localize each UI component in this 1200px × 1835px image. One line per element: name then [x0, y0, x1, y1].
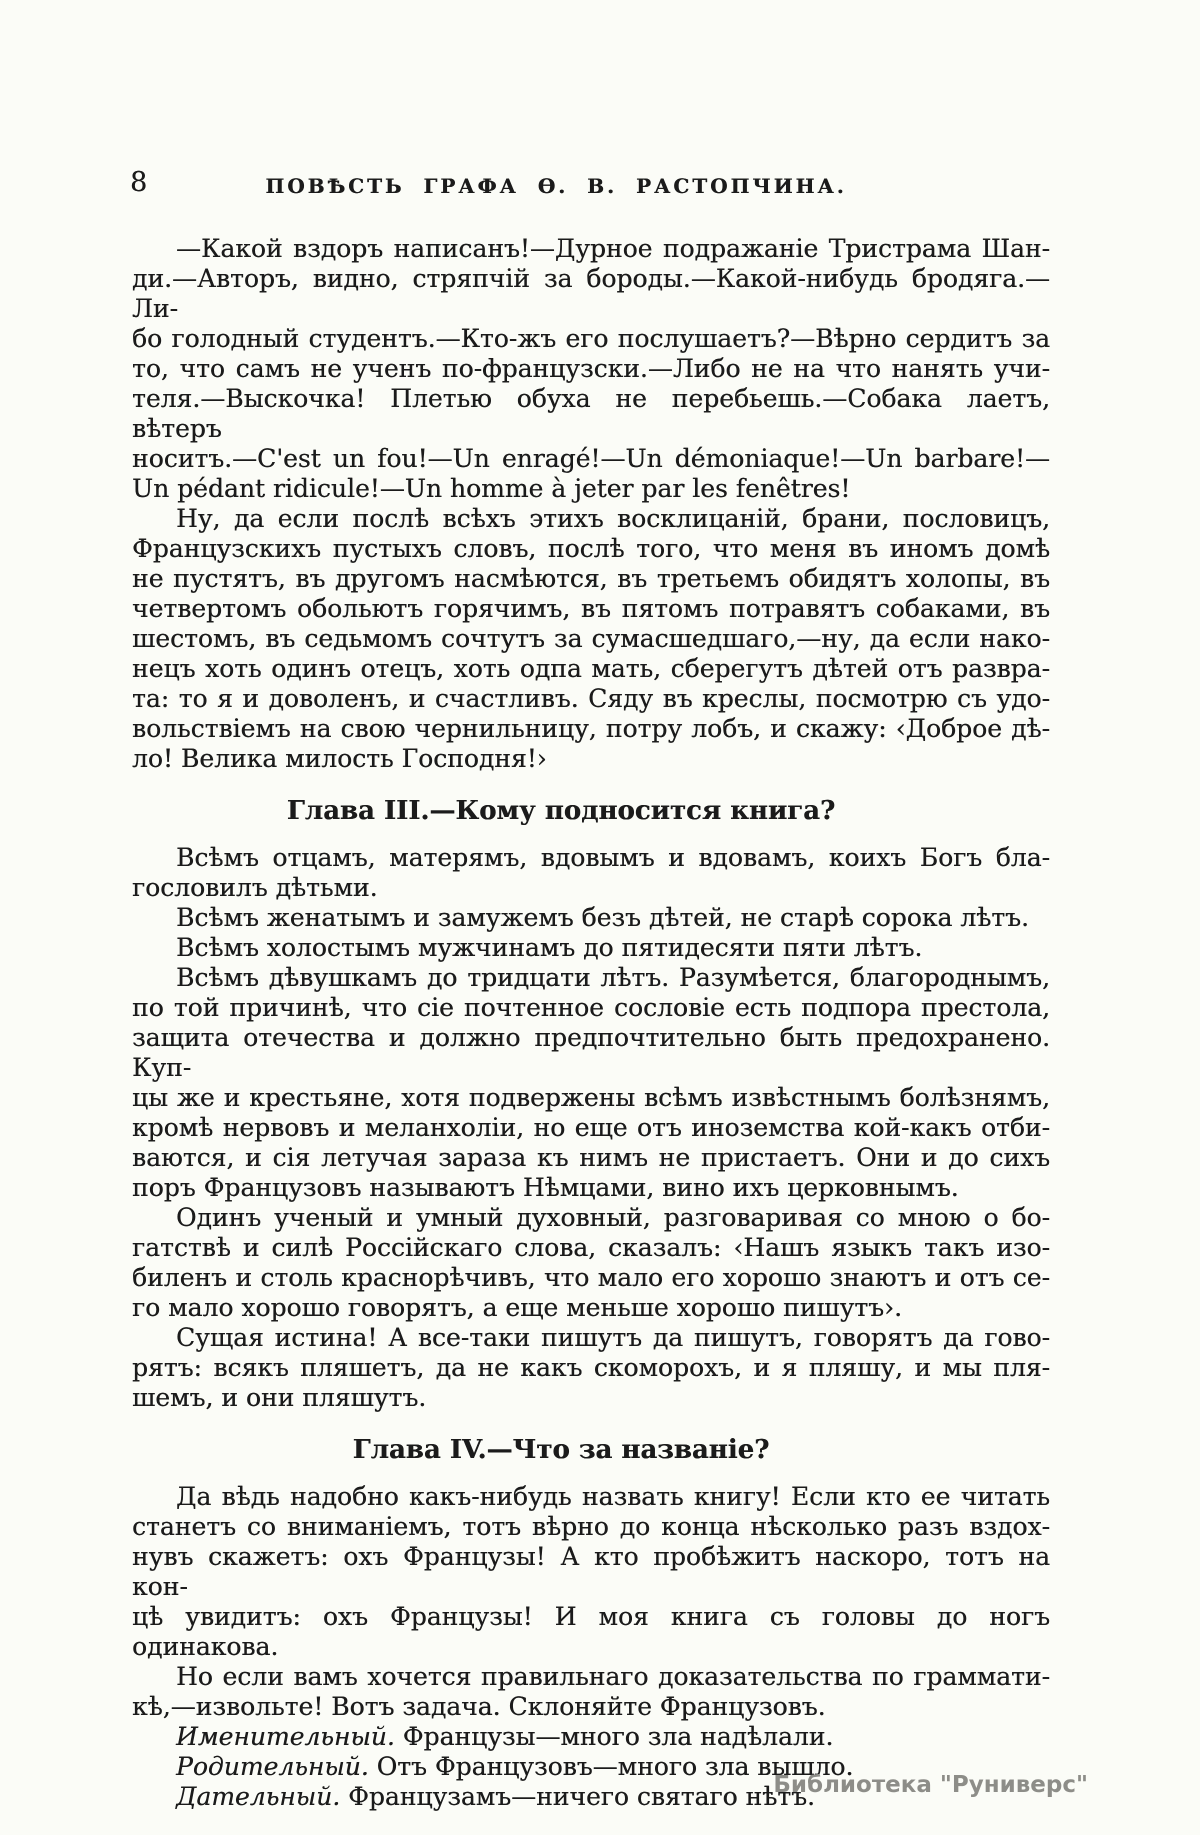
text-line: по той причинѣ, что сіе почтенное сословіе есть подпора престола,: [132, 993, 1050, 1022]
text-line: носитъ.—C'est un fou!—Un enragé!—Un démoniaque!—Un barbare!—: [132, 444, 1050, 473]
chapter-heading: Глава IV.—Что за названіе?: [352, 1435, 770, 1465]
paragraph: [132, 903, 1050, 933]
chapter-heading: Глава III.—Кому подносится книга?: [286, 796, 836, 826]
text-line: Un pédant ridicule!—Un homme à jeter par les fenêtres!: [132, 474, 851, 503]
text-line: гословилъ дѣтьми.: [132, 873, 378, 902]
declension-line: Родительный. Отъ Французовъ—много зла вышло.: [176, 1752, 854, 1781]
text-line: Всѣмъ дѣвушкамъ до тридцати лѣтъ. Разумѣется, благороднымъ,: [176, 963, 1050, 992]
declension-line: Дательный. Французамъ—ничего святаго нѣтъ.: [176, 1782, 815, 1811]
paragraph: [132, 1482, 1050, 1662]
text-line: Всѣмъ холостымъ мужчинамъ до пятидесяти пяти лѣтъ.: [176, 933, 923, 962]
text-line: поръ Французовъ называютъ Нѣмцами, вино ихъ церковнымъ.: [132, 1173, 959, 1202]
text-line: Ну, да если послѣ всѣхъ этихъ восклицаній, брани, пословицъ,: [176, 504, 1050, 533]
text-line: нецъ хоть одинъ отецъ, хоть одпа мать, сберегутъ дѣтей отъ развра-: [132, 654, 1050, 683]
text-line: Французскихъ пустыхъ словъ, послѣ того, что меня въ иномъ домѣ: [132, 534, 1050, 563]
text-line: теля.—Выскочка! Плетью обуха не перебьешь.—Собака лаетъ, вѣтеръ: [132, 384, 1050, 443]
paragraph: [132, 504, 1050, 774]
declension-list: [132, 1722, 1050, 1812]
text-line: гатствѣ и силѣ Россійскаго слова, сказалъ: ‹Нашъ языкъ такъ изо-: [132, 1233, 1050, 1262]
text-line: Всѣмъ отцамъ, матерямъ, вдовымъ и вдовамъ, коихъ Богъ бла-: [176, 843, 1050, 872]
text-line: та: то я и доволенъ, и счастливъ. Сяду въ креслы, посмотрю съ удо-: [132, 684, 1050, 713]
text-line: ваются, и сія летучая зараза къ нимъ не пристаетъ. Они и до сихъ: [132, 1143, 1050, 1172]
text-line: Одинъ ученый и умный духовный, разговаривая со мною о бо-: [176, 1203, 1050, 1232]
running-title: ПОВѢСТЬ ГРАФА Ѳ. В. РАСТОПЧИНА.: [265, 174, 847, 198]
paragraph: [132, 1323, 1050, 1413]
paragraph: [132, 1662, 1050, 1722]
text-line: четвертомъ обольютъ горячимъ, въ пятомъ потравятъ собаками, въ: [132, 594, 1050, 623]
page-number: 8: [130, 167, 148, 198]
declension-line: Именительный. Французы—много зла надѣлали.: [176, 1722, 834, 1751]
text-line: кѣ,—извольте! Вотъ задача. Склоняйте Французовъ.: [132, 1692, 826, 1721]
text-line: го мало хорошо говорятъ, а еще меньше хорошо пишутъ›.: [132, 1293, 902, 1322]
paragraph: [132, 963, 1050, 1203]
text-line: Сущая истина! А все-таки пишутъ да пишутъ, говорятъ да гово-: [176, 1323, 1050, 1352]
text-line: ло! Велика милость Господня!›: [132, 744, 547, 773]
text-line: кромѣ нервовъ и меланхоліи, но еще отъ иноземства кой-какъ отби-: [132, 1113, 1050, 1142]
text-line: рятъ: всякъ пляшетъ, да не какъ скоморохъ, и я пляшу, и мы пля-: [132, 1353, 1050, 1382]
text-line: то, что самъ не ученъ по-французски.—Либо не на что нанять учи-: [132, 354, 1050, 383]
content: [132, 234, 1050, 1812]
text-line: защита отечества и должно предпочтительно быть предохранено. Куп-: [132, 1023, 1050, 1082]
text-line: Всѣмъ женатымъ и замужемъ безъ дѣтей, не старѣ сорока лѣтъ.: [176, 903, 1029, 932]
case-name: Именительный.: [176, 1722, 395, 1751]
text-line: цы же и крестьяне, хотя подвержены всѣмъ извѣстнымъ болѣзнямъ,: [132, 1083, 1050, 1112]
text-line: станетъ со вниманіемъ, тотъ вѣрно до конца нѣсколько разъ вздох-: [132, 1512, 1050, 1541]
text-line: биленъ и столь краснорѣчивъ, что мало его хорошо знаютъ и отъ се-: [132, 1263, 1050, 1292]
text-line: нувъ скажетъ: охъ Французы! А кто пробѣжитъ наскоро, тотъ на кон-: [132, 1542, 1050, 1601]
text-line: не пустятъ, въ другомъ насмѣются, въ третьемъ обидятъ холопы, въ: [132, 564, 1050, 593]
library-watermark: Библиотека "Руниверс": [773, 1772, 1088, 1798]
paragraph: [132, 1203, 1050, 1323]
text-line: бо голодный студентъ.—Кто-жъ его послушаетъ?—Вѣрно сердитъ за: [132, 324, 1050, 353]
text-line: —Какой вздоръ написанъ!—Дурное подражаніе Тристрама Шан-: [176, 234, 1050, 263]
case-name: Родительный.: [176, 1752, 369, 1781]
text-line: шемъ, и они пляшутъ.: [132, 1383, 427, 1412]
text-line: ди.—Авторъ, видно, стряпчій за бороды.—Какой-нибудь бродяга.—Ли-: [132, 264, 1050, 323]
text-line: Но если вамъ хочется правильнаго доказательства по граммати-: [176, 1662, 1050, 1691]
text-line: шестомъ, въ седьмомъ сочтутъ за сумасшедшаго,—ну, да если нако-: [132, 624, 1050, 653]
paragraph: [132, 234, 1050, 504]
text-line: вольствіемъ на свою чернильницу, потру лобъ, и скажу: ‹Доброе дѣ-: [132, 714, 1050, 743]
text-line: Да вѣдь надобно какъ-нибудь назвать книгу! Если кто ее читать: [176, 1482, 1050, 1511]
paragraph: [132, 843, 1050, 903]
text-line: цѣ увидитъ: охъ Французы! И моя книга съ головы до ногъ одинакова.: [132, 1602, 1050, 1661]
case-name: Дательный.: [176, 1782, 341, 1811]
paragraph: [132, 933, 1050, 963]
